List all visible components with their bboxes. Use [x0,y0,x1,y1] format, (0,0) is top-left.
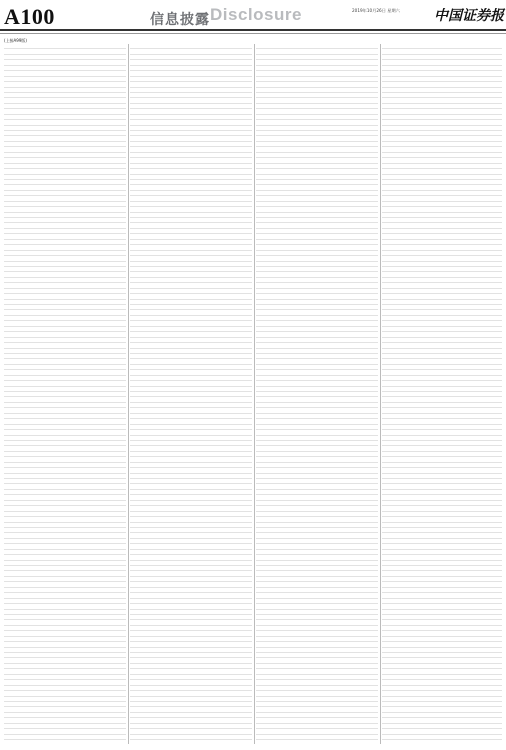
table-row [382,740,502,744]
table-row [130,740,252,744]
table-column-1 [4,44,126,744]
table-column-4 [382,44,502,744]
column-divider [254,44,255,744]
masthead-rule [0,29,506,31]
table-row [256,740,378,744]
table-column-3 [256,44,378,744]
table-row [4,740,126,744]
disclosure-table-area [4,38,502,746]
masthead [0,0,506,30]
section-title-chinese: 信息披露 [150,12,210,28]
table-column-2 [130,44,252,744]
column-divider [128,44,129,744]
newspaper-logo: 中国证券报 [434,8,504,24]
continued-from-label: (上接A99版) [4,38,27,43]
masthead-rule-thin [0,33,506,34]
page-number: A100 [4,4,55,29]
issue-dateline: 2019年10月26日 星期六 [352,8,400,13]
column-divider [380,44,381,744]
section-title-english: Disclosure [210,5,302,24]
